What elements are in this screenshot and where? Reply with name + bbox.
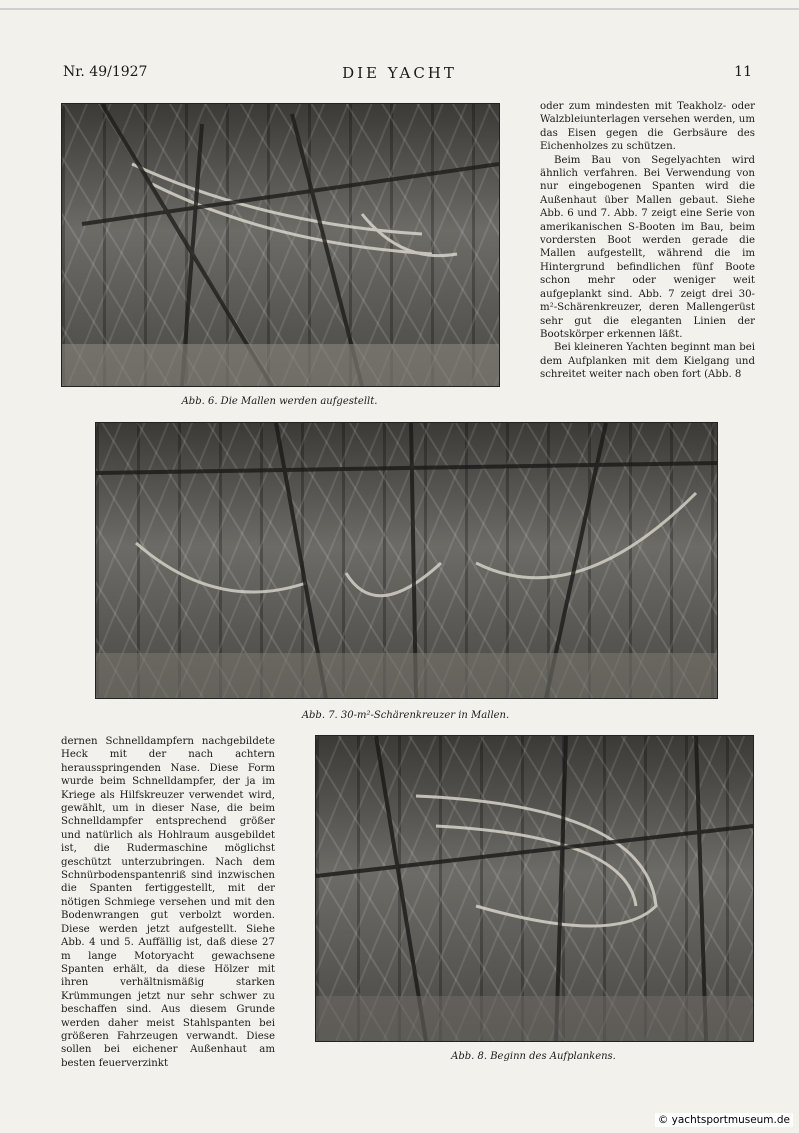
figure-7-photo — [95, 422, 718, 699]
boat-hulls-illustration — [96, 423, 717, 698]
top-rule — [0, 8, 799, 10]
text-column-right-top — [540, 100, 755, 382]
paragraph: oder zum mindesten mit Teakholz- oder Walzbleiunterlagen versehen werden, um das Eisen gegen die Gerbsäure des Eichenholzes zu schützen. — [540, 101, 755, 153]
text-column-left-bottom — [61, 735, 275, 1070]
figure-7-caption: Abb. 7. 30-m²-Schärenkreuzer in Mallen. — [301, 710, 510, 721]
page-number: 11 — [734, 64, 752, 80]
journal-title: DIE YACHT — [342, 64, 457, 82]
paragraph: dernen Schnelldampfern nachgebildete Heck mit der nach achtern herausspringenden Nase. Diese Form wurde beim Schnelldampfer, der ja im Kriege als Hilfskreuzer verwendet wird, gewählt, um in dieser Nase, die beim Schnelldampfer entsprechend größer und natürlich als Hohlraum ausgebildet ist, die Rudermaschine möglichst geschützt unterzubringen. Nach dem Schnürbodenspantenriß sind inzwischen die Spanten fertiggestellt, mit der nötigen Schmiege versehen und mit den Bodenwrangen gut verbolzt worden. Diese werden jetzt aufgestellt. Siehe Abb. 4 und 5. Auffällig ist, daß diese 27 m lange Motoryacht gewachsene Spanten erhält, da diese Hölzer mit ihren verhältnismäßig starken Krümmungen jetzt nur sehr schwer zu beschaffen sind. Aus diesem Grunde werden daher meist Stahlspanten bei größeren Fahrzeugen verwandt. Diese sollen bei eichener Außenhaut am besten feuerverzinkt — [61, 736, 275, 1069]
figure-6-caption: Abb. 6. Die Mallen werden aufgestellt. — [181, 396, 378, 407]
figure-8-photo — [315, 735, 754, 1042]
issue-number: Nr. 49/1927 — [63, 64, 148, 80]
paragraph: Bei kleineren Yachten beginnt man bei dem Aufplanken mit dem Kielgang und schreitet weiter nach oben fort (Abb. 8 — [540, 342, 755, 381]
boat-planking-illustration — [316, 736, 753, 1041]
copyright-credit: © yachtsportmuseum.de — [655, 1113, 793, 1127]
figure-8-caption: Abb. 8. Beginn des Aufplankens. — [451, 1051, 616, 1062]
paragraph: Beim Bau von Segelyachten wird ähnlich verfahren. Bei Verwendung von nur eingebogenen Spanten wird die Außenhaut über Mallen gebaut. Siehe Abb. 6 und 7. Abb. 7 zeigt eine Serie von amerikanischen S-Booten im Bau, beim vordersten Boot werden gerade die Mallen aufgestellt, während die im Hintergrund befindlichen fünf Boote schon mehr oder weniger weit aufgeplankt sind. Abb. 7 zeigt drei 30-m²-Schärenkreuzer, deren Mallengerüst sehr gut die eleganten Linien der Bootskörper erkennen läßt. — [540, 154, 755, 340]
figure-6-photo — [61, 103, 500, 387]
boat-frames-illustration — [62, 104, 499, 386]
